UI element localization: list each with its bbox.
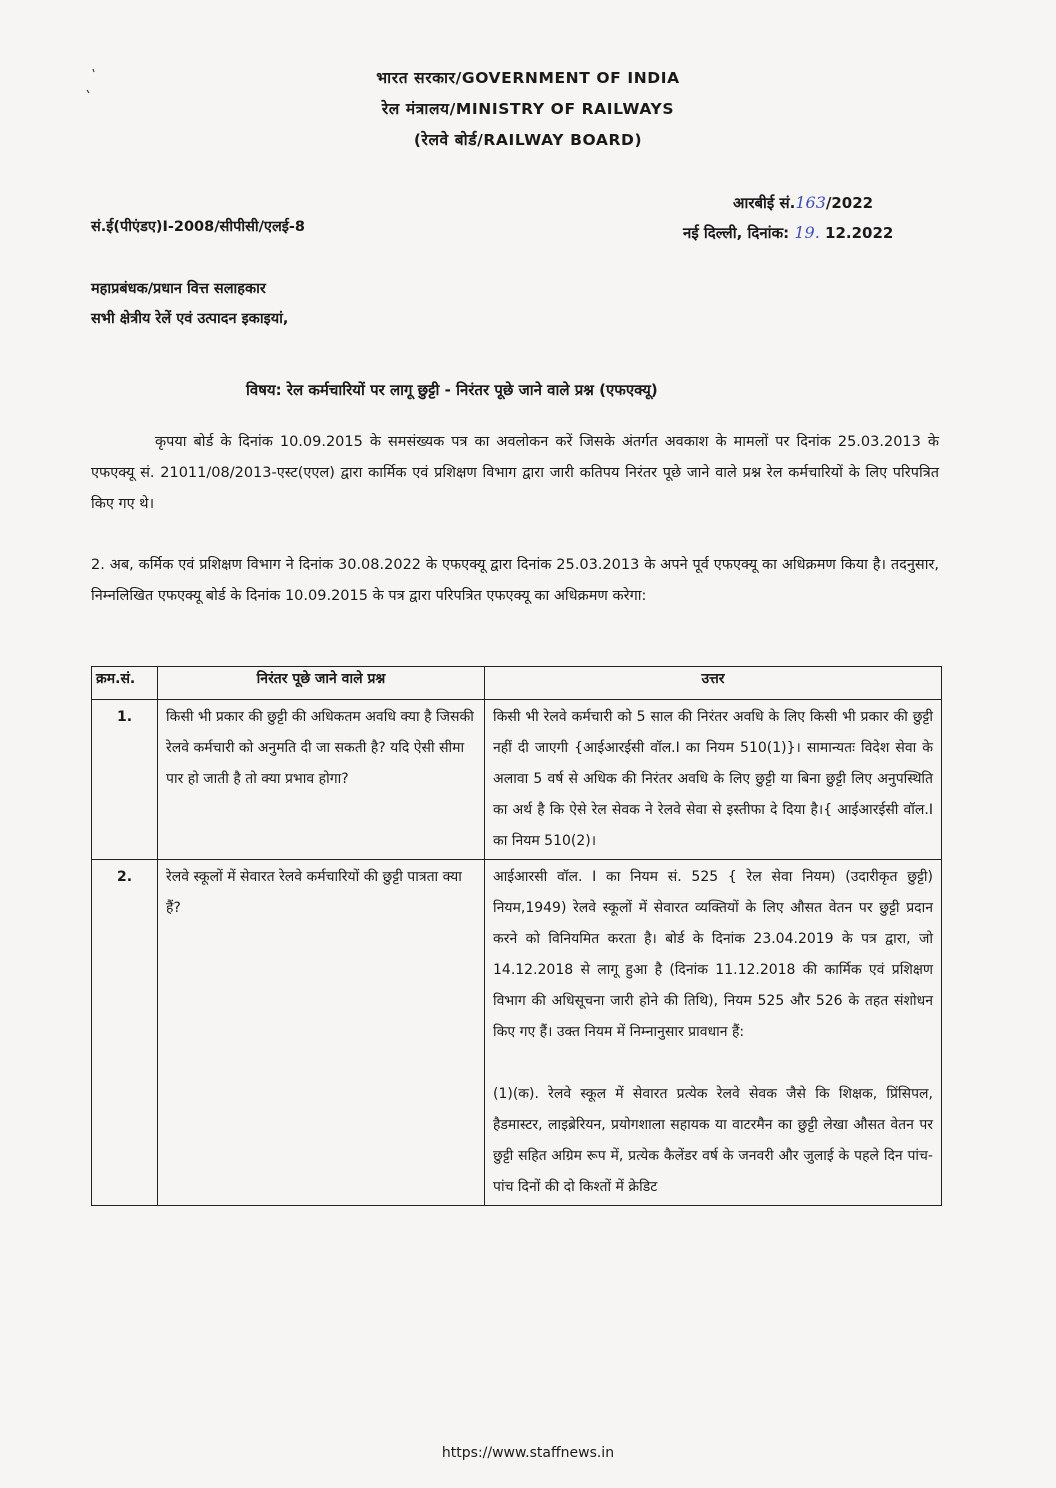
faq-table — [91, 666, 942, 1206]
answer-clause: (1)(क). रेलवे स्कूल में सेवारत प्रत्येक रेलवे सेवक जैसे कि शिक्षक, प्रिंसिपल, हैडमास्टर, लाइब्रेरियन, प्रयोगशाला सहायक या वाटरमैन का छुट्टी लेखा औसत वेतन पर छुट्टी सहित अग्रिम रूप में, प्रत्येक कैलेंडर वर्ष के जनवरी और जुलाई के पहले दिन पांच-पांच दिनों की दो किश्तों में क्रेडिट — [493, 1086, 933, 1195]
row-serial-number: 1. — [92, 700, 158, 860]
row-answer — [485, 860, 942, 1206]
table-row — [92, 860, 942, 1206]
date-suffix: 12.2022 — [825, 224, 894, 242]
table-header-row — [92, 667, 942, 700]
addressee-line-1: महाप्रबंधक/प्रधान वित्त सलाहकार — [91, 281, 266, 297]
row-question: रेलवे स्कूलों में सेवारत रेलवे कर्मचारियों की छुट्टी पात्रता क्या हैं? — [158, 860, 485, 1206]
row-answer: किसी भी रेलवे कर्मचारी को 5 साल की निरंतर अवधि के लिए किसी भी प्रकार की छुट्टी नहीं दी जाएगी {आईआरईसी वॉल.I का नियम 510(1)}। सामान्यतः विदेश सेवा के अलावा 5 वर्ष से अधिक की निरंतर अवधि के लिए छुट्टी या बिना छुट्टी लिए अनुपस्थिति का अर्थ है कि ऐसे रेल सेवक ने रेलवे सेवा से इस्तीफा दे दिया है।{ आईआरईसी वॉल.I का नियम 510(2)। — [485, 700, 942, 860]
answer-text: आईआरसी वॉल. I का नियम सं. 525 { रेल सेवा नियम) (उदारीकृत छुट्टी) नियम,1949) रेलवे स्कूलों में सेवारत व्यक्तियों के लिए औसत वेतन पर छुट्टी प्रदान करने को विनियमित करता है। बोर्ड के दिनांक 23.04.2019 के पत्र द्वारा, जो 14.12.2018 से लागू हुआ है (दिनांक 11.12.2018 की कार्मिक एवं प्रशिक्षण विभाग की अधिसूचना जारी होने की तिथि), नियम 525 और 526 के तहत संशोधन किए गए हैं। उक्त नियम में निम्नानुसार प्रावधान हैं: — [493, 869, 933, 1040]
rbe-suffix: /2022 — [825, 194, 874, 212]
table-row — [92, 700, 942, 860]
header-government: भारत सरकार/GOVERNMENT OF INDIA — [376, 69, 680, 87]
rbe-number — [733, 193, 873, 213]
date-prefix: नई दिल्ली, दिनांक: — [683, 224, 790, 242]
place-date — [683, 223, 893, 243]
footer-url: https://www.staffnews.in — [441, 1445, 615, 1461]
subject-line: विषय: रेल कर्मचारियों पर लागू छुट्टी - निरंतर पूछे जाने वाले प्रश्न (एफएक्यू) — [246, 381, 658, 399]
paragraph-2: 2. अब, कर्मिक एवं प्रशिक्षण विभाग ने दिनांक 30.08.2022 के एफएक्यू द्वारा दिनांक 25.03.2013 के अपने पूर्व एफएक्यू का अधिक्रमण किया है। तदनुसार, निम्नलिखित एफएक्यू बोर्ड के दिनांक 10.09.2015 के पत्र द्वारा परिपत्रित एफएक्यू का अधिक्रमण करेगा: — [91, 557, 939, 604]
row-serial-number: 2. — [92, 860, 158, 1206]
header-answer: उत्तर — [485, 667, 942, 700]
addressee-line-2: सभी क्षेत्रीय रेलें एवं उत्पादन इकाइयां, — [91, 311, 289, 327]
header-serial-number: क्रम.सं. — [92, 667, 158, 700]
file-number: सं.ई(पीएंडए)I-2008/सीपीसी/एलई-8 — [91, 219, 306, 235]
date-handwritten-day: 19. — [794, 223, 820, 242]
row-question: किसी भी प्रकार की छुट्टी की अधिकतम अवधि क्या है जिसकी रेलवे कर्मचारी को अनुमति दी जा सकती है? यदि ऐसी सीमा पार हो जाती है तो क्या प्रभाव होगा? — [158, 700, 485, 860]
paragraph-1: कृपया बोर्ड के दिनांक 10.09.2015 के समसंख्यक पत्र का अवलोकन करें जिसके अंतर्गत अवकाश के मामलों पर दिनांक 25.03.2013 के एफएक्यू सं. 21011/08/2013-एस्ट(एएल) द्वारा कार्मिक एवं प्रशिक्षण विभाग द्वारा जारी कतिपय निरंतर पूछे जाने वाले प्रश्न रेल कर्मचारियों के लिए परिपत्रित किए गए थे। — [91, 434, 939, 512]
header-board: (रेलवे बोर्ड/RAILWAY BOARD) — [413, 131, 643, 149]
header-ministry: रेल मंत्रालय/MINISTRY OF RAILWAYS — [381, 100, 675, 118]
rbe-prefix: आरबीई सं. — [733, 194, 796, 212]
rbe-handwritten-number: 163 — [795, 193, 826, 212]
header-question: निरंतर पूछे जाने वाले प्रश्न — [158, 667, 485, 700]
